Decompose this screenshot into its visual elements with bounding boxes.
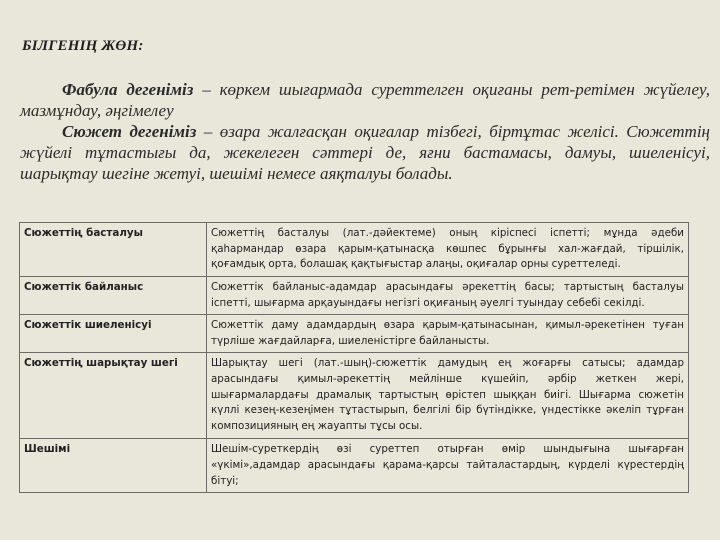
table-row (20, 439, 689, 493)
term-cell: Сюжеттің шарықтау шегі (20, 353, 207, 439)
definition-cell: Сюжеттік даму адамдардың өзара қарым-қатынасынан, қимыл-әрекетінен туған түрліше жағдайларға, шиеленістірге байланысты. (207, 315, 689, 353)
definitions-text (20, 79, 710, 184)
table-row (20, 315, 689, 353)
sujet-term: Сюжет дегеніміз (62, 122, 197, 141)
sujet-paragraph (20, 121, 710, 184)
definition-cell: Шешім-суреткердің өзі суреттеп отырған өмір шындығына шығарған «үкімі»,адамдар арасындағы қарама-қарсы тайталастардың, күрделі күрестердің бітуі; (207, 439, 689, 493)
sujet-text: – өзара жалғасқан оқиғалар тізбегі, біртұтас желісі. Сюжеттің жүйелі тұтастығы да, жекелеген сәттері де, яғни бастамасы, дамуы, шиеленісуі, шарықтау шегіне жетуі, шешімі немесе аяқталуы болады. (20, 122, 710, 183)
term-cell: Сюжеттік шиеленісуі (20, 315, 207, 353)
term-cell: Сюжеттік байланыс (20, 277, 207, 315)
term-cell: Шешімі (20, 439, 207, 493)
slide-heading: БІЛГЕНІҢ ЖӨН: (22, 38, 144, 54)
fabula-text: – көркем шығармада суреттелген оқиғаны рет-ретімен жүйелеу, мазмұндау, әңгімелеу (20, 80, 710, 120)
plot-stages-table (19, 222, 689, 493)
term-cell: Сюжеттің басталуы (20, 223, 207, 277)
table-row (20, 277, 689, 315)
definition-cell: Сюжеттік байланыс-адамдар арасындағы әрекеттің басы; тартыстың басталуы іспетті, шығарма арқауындағы негізгі оқиғаның әуелгі туындау себебі секілді. (207, 277, 689, 315)
table-row (20, 223, 689, 277)
fabula-term: Фабула дегеніміз (62, 80, 194, 99)
table-row (20, 353, 689, 439)
definition-cell: Шарықтау шегі (лат.-шың)-сюжеттік дамудың ең жоғарғы сатысы; адамдар арасындағы қимыл-әрекеттің мейлінше күшейіп, әрбір жеткен жері, шығармалардағы драмалық тартыстың өрістеп шыққан биігі. Шығарма сюжетін күллі кезең-кезеңімен тұтастырып, белгілі бір бүтіндікке, үндестікке әкеліп тұрған композицияның ең жауапты тұсы осы. (207, 353, 689, 439)
fabula-paragraph (20, 79, 710, 121)
definition-cell: Сюжеттің басталуы (лат.-дәйектеме) оның кіріспесі іспетті; мұнда әдеби қаһармандар өзара қарым-қатынасқа көшпес бұрынғы хал-жағдай, тіршілік, қоғамдық орта, болашақ қақтығыстар алаңы, оқиғалар орны суреттеледі. (207, 223, 689, 277)
